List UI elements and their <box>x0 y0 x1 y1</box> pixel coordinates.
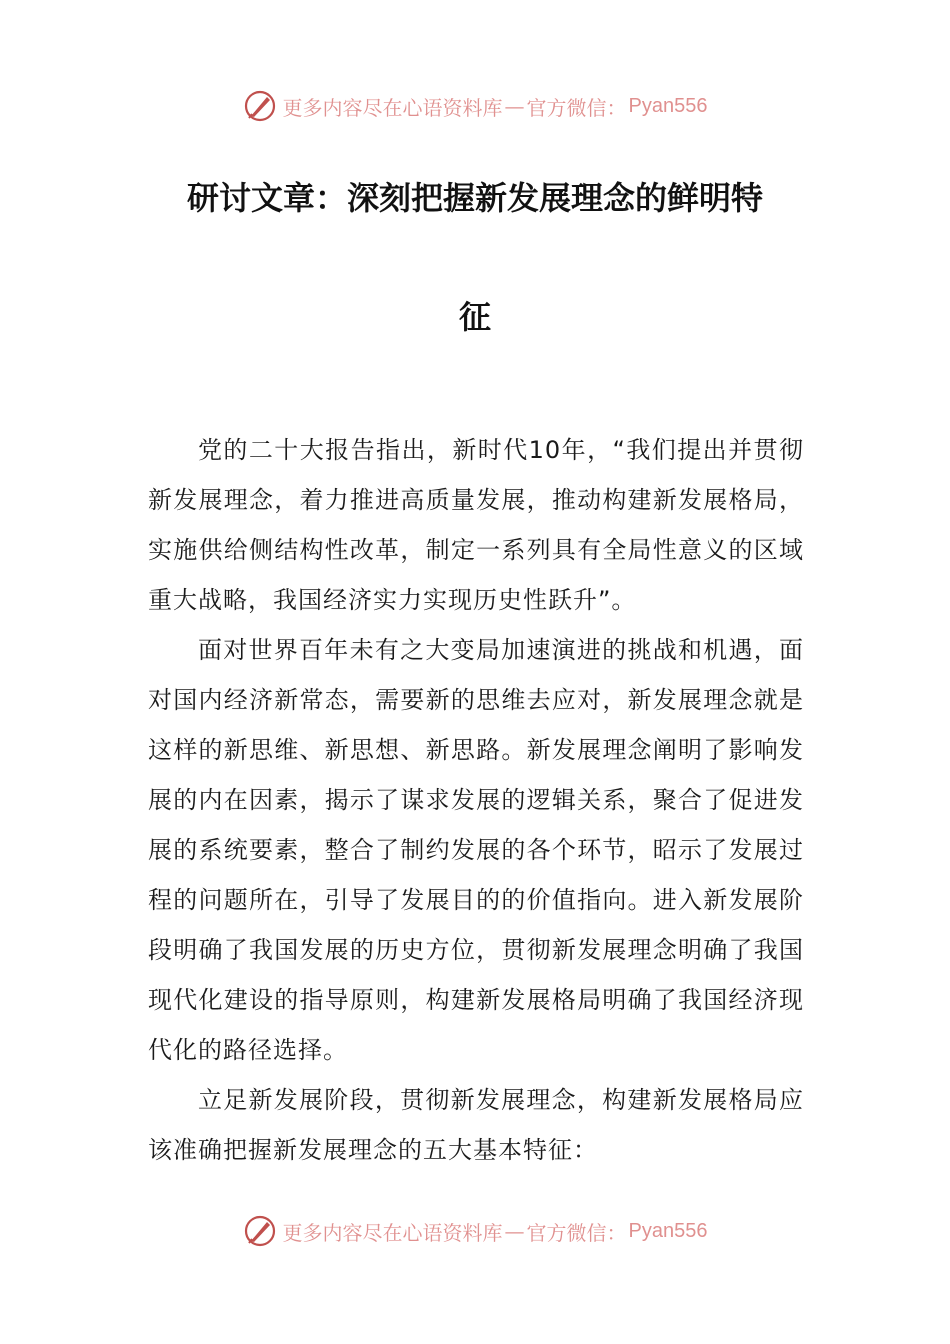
footer-watermark <box>0 1211 950 1251</box>
document-body <box>148 425 804 1175</box>
watermark-contact-label: 官方微信： <box>526 1220 627 1245</box>
watermark-text: 更多内容尽在心语资料库 <box>282 1220 503 1245</box>
quill-pen-logo-icon <box>243 1214 277 1248</box>
paragraph-1: 党的二十大报告指出，新时代10年，“我们提出并贯彻新发展理念，着力推进高质量发展，推动构建新发展格局，实施供给侧结构性改革，制定一系列具有全局性意义的区域重大战略，我国经济实力实现历史性跃升”。 <box>148 436 804 614</box>
quill-pen-logo-icon <box>243 89 277 123</box>
watermark-wechat-id: Pyan556 <box>628 1219 708 1242</box>
paragraph-2: 面对世界百年未有之大变局加速演进的挑战和机遇，面对国内经济新常态，需要新的思维去应对，新发展理念就是这样的新思维、新思想、新思路。新发展理念阐明了影响发展的内在因素，揭示了谋求发展的逻辑关系，聚合了促进发展的系统要素，整合了制约发展的各个环节，昭示了发展过程的问题所在，引导了发展目的的价值指向。进入新发展阶段明确了我国发展的历史方位，贯彻新发展理念明确了我国现代化建设的指导原则，构建新发展格局明确了我国经济现代化的路径选择。 <box>148 636 804 1064</box>
watermark-wechat-id: Pyan556 <box>628 94 708 117</box>
watermark-contact-label: 官方微信： <box>526 95 627 120</box>
paragraph-3: 立足新发展阶段，贯彻新发展理念，构建新发展格局应该准确把握新发展理念的五大基本特征： <box>148 1086 804 1164</box>
document-title-line-2: 征 <box>458 298 491 336</box>
watermark-separator: — <box>504 1219 525 1243</box>
header-watermark <box>0 86 950 126</box>
watermark-separator: — <box>504 94 525 118</box>
watermark-text: 更多内容尽在心语资料库 <box>282 95 503 120</box>
document-title-line-1: 研讨文章：深刻把握新发展理念的鲜明特 <box>186 179 763 217</box>
